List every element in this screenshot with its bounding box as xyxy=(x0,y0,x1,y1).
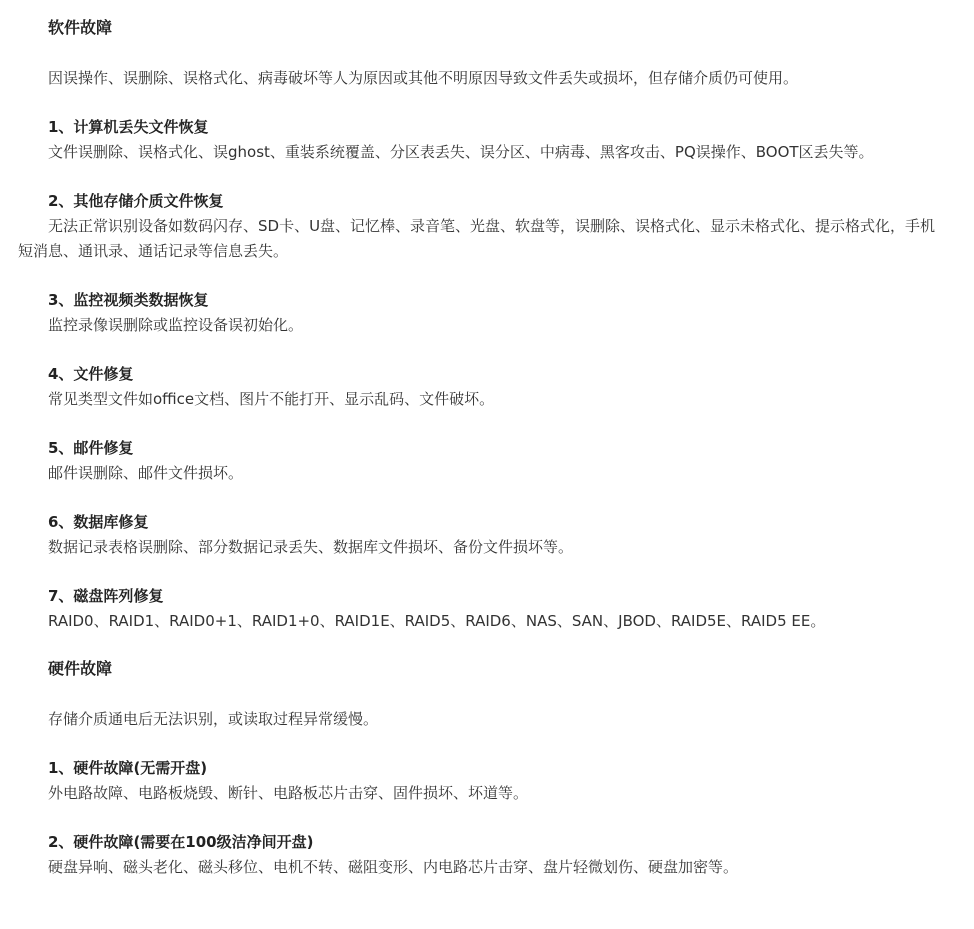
software-item-5-title: 5、邮件修复 xyxy=(48,439,134,457)
software-item-7-desc: RAID0、RAID1、RAID0+1、RAID1+0、RAID1E、RAID5、RAID6、NAS、SAN、JBOD、RAID5E、RAID5 EE。 xyxy=(48,612,826,630)
software-item-5-desc: 邮件误删除、邮件文件损坏。 xyxy=(48,464,244,482)
software-fault-intro: 因误操作、误删除、误格式化、病毒破坏等人为原因或其他不明原因导致文件丢失或损坏，但存储介质仍可使用。 xyxy=(48,69,799,87)
hardware-item-1-title: 1、硬件故障(无需开盘) xyxy=(48,759,208,777)
software-item-2-title: 2、其他存储介质文件恢复 xyxy=(48,192,224,210)
software-item-2-desc: 无法正常识别设备如数码闪存、SD卡、U盘、记忆棒、录音笔、光盘、软盘等，误删除、误格式化、显示未格式化、提示格式化，手机短消息、通讯录、通话记录等信息丢失。 xyxy=(18,217,936,260)
hardware-item-1-desc: 外电路故障、电路板烧毁、断针、电路板芯片击穿、固件损坏、坏道等。 xyxy=(48,784,529,802)
software-item-6-title: 6、数据库修复 xyxy=(48,513,149,531)
software-item-6-desc: 数据记录表格误删除、部分数据记录丢失、数据库文件损坏、备份文件损坏等。 xyxy=(48,538,574,556)
hardware-fault-heading: 硬件故障 xyxy=(48,659,113,678)
hardware-item-2-desc: 硬盘异响、磁头老化、磁头移位、电机不转、磁阻变形、内电路芯片击穿、盘片轻微划伤、硬盘加密等。 xyxy=(48,858,739,876)
software-item-1-title: 1、计算机丢失文件恢复 xyxy=(48,118,209,136)
software-item-3-desc: 监控录像误删除或监控设备误初始化。 xyxy=(48,316,304,334)
software-item-7-title: 7、磁盘阵列修复 xyxy=(48,587,164,605)
hardware-item-2-title: 2、硬件故障(需要在100级洁净间开盘) xyxy=(48,833,314,851)
software-item-4-title: 4、文件修复 xyxy=(48,365,134,383)
software-fault-heading: 软件故障 xyxy=(48,18,113,37)
hardware-fault-intro: 存储介质通电后无法识别，或读取过程异常缓慢。 xyxy=(48,710,379,728)
software-item-1-desc: 文件误删除、误格式化、误ghost、重装系统覆盖、分区表丢失、误分区、中病毒、黑客攻击、PQ误操作、BOOT区丢失等。 xyxy=(48,143,874,161)
software-item-4-desc: 常见类型文件如office文档、图片不能打开、显示乱码、文件破坏。 xyxy=(48,390,495,408)
software-item-3-title: 3、监控视频类数据恢复 xyxy=(48,291,209,309)
